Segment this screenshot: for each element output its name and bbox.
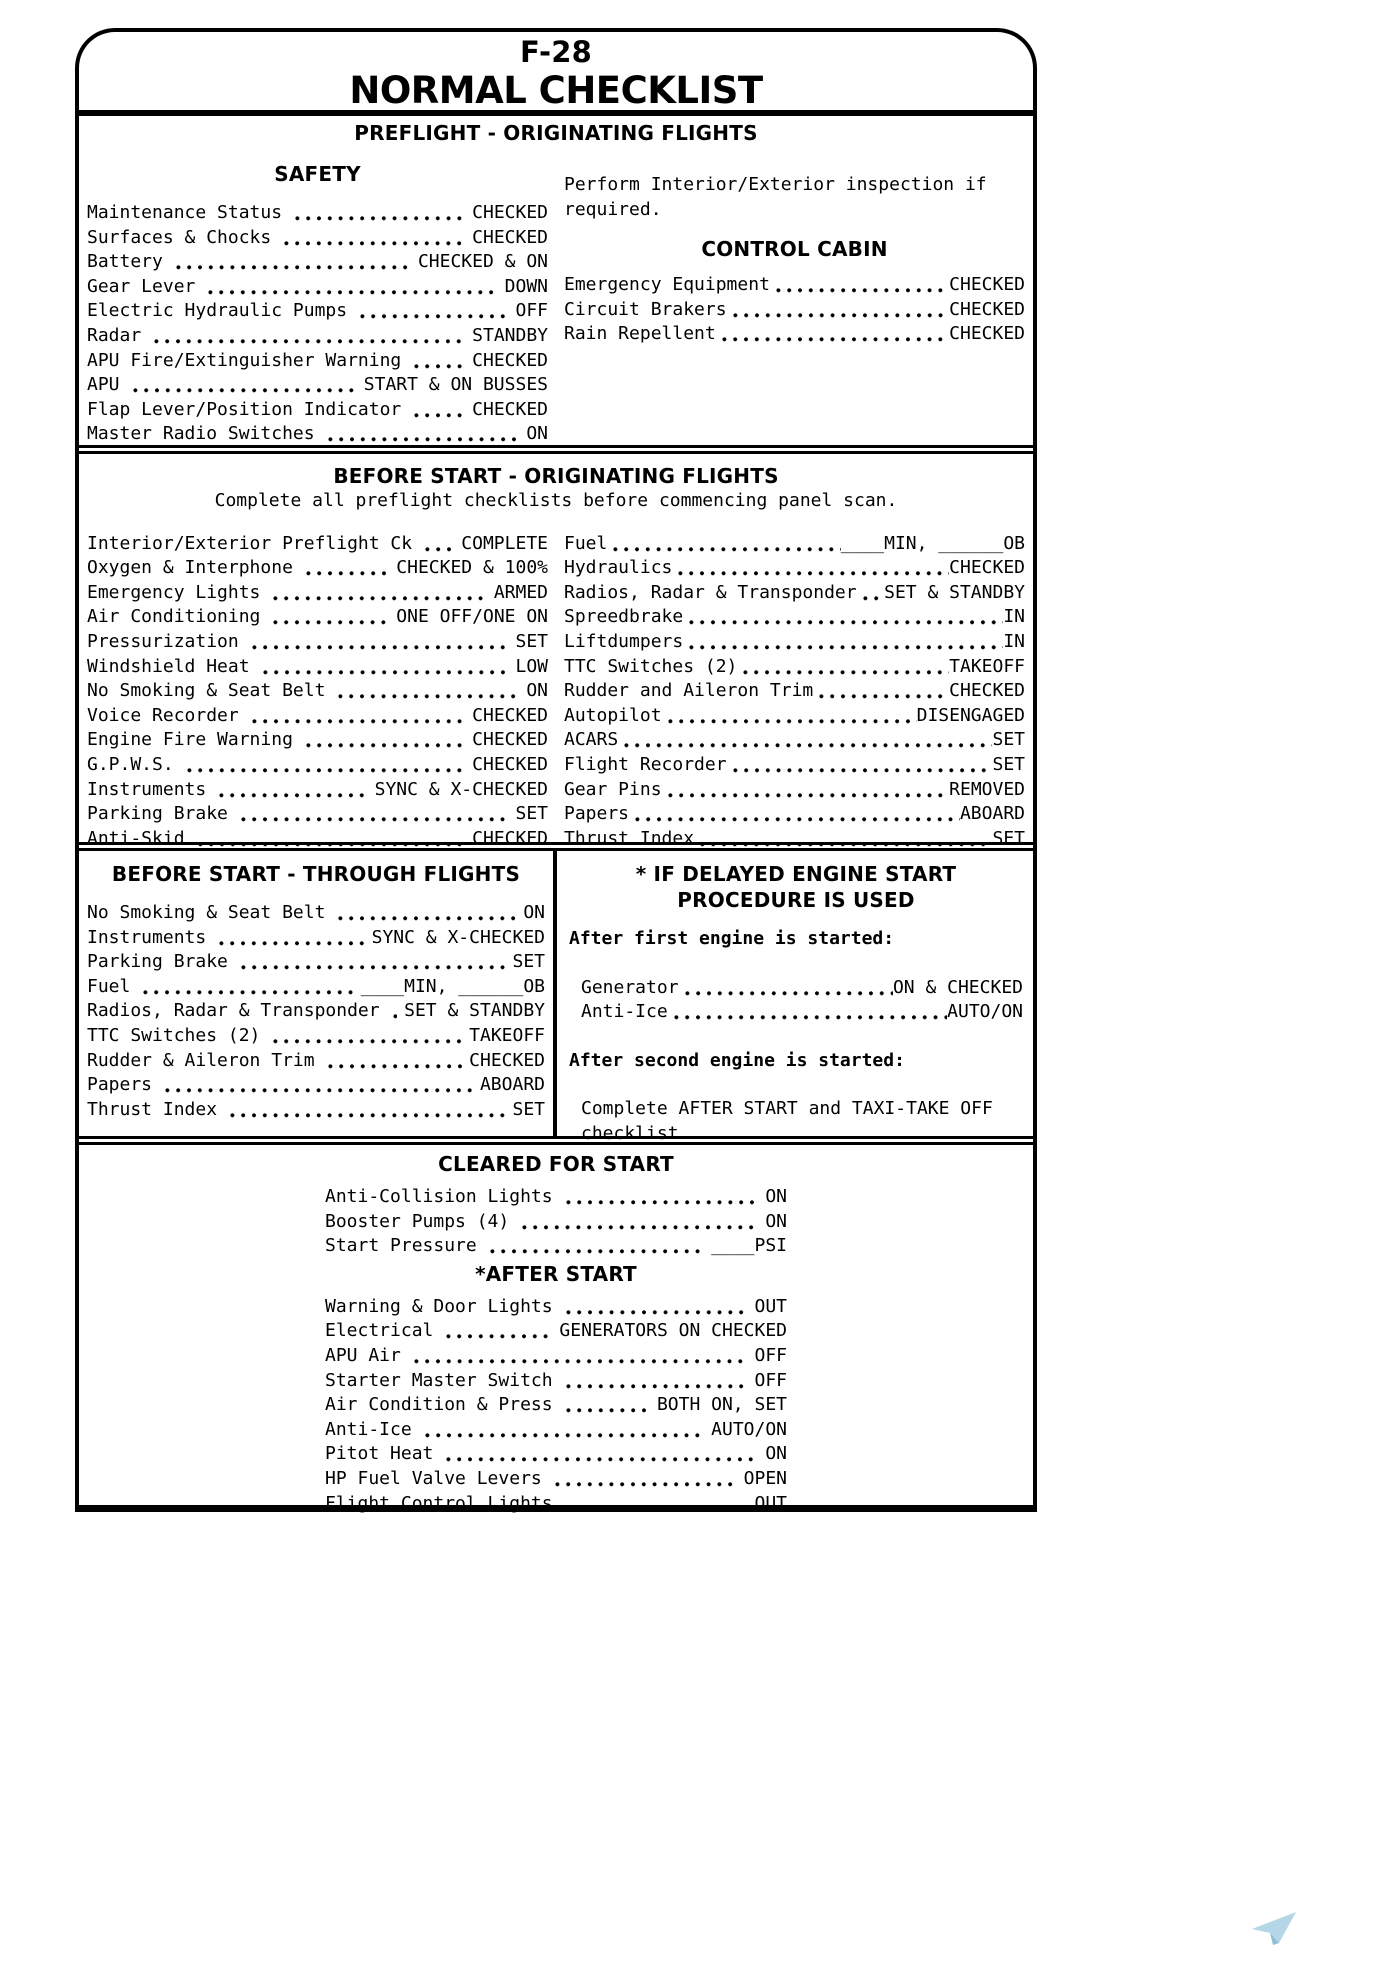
dot-leader [202,275,497,300]
item-value: OFF [754,1344,787,1366]
checklist-item [87,1073,545,1098]
item-value: OUT [754,1295,787,1317]
paper-plane-icon [1252,1912,1296,1948]
checklist-item [87,299,548,324]
before-start-right-checklist [564,532,1025,852]
item-value: TAKEOFF [949,655,1025,677]
dot-leader [560,1295,748,1320]
dot-leader [662,778,950,803]
delayed-start-title-line1: * IF DELAYED ENGINE START [635,862,957,886]
item-label: HP Fuel Valve Levers [325,1467,542,1489]
item-label: Radios, Radar & Transponder [564,581,857,603]
after-second-engine-heading: After second engine is started: [569,1049,905,1071]
item-value: IN [1003,630,1025,652]
item-value: ____PSI [711,1235,787,1257]
item-value: CHECKED [949,323,1025,345]
item-label: Papers [87,1074,153,1096]
cleared-for-start-checklist [325,1185,787,1259]
item-label: Parking Brake [87,803,228,825]
item-label: Anti-Skid [87,827,185,849]
item-value: BOTH ON, SET [656,1394,787,1416]
dot-leader [278,226,465,251]
item-label: Rudder and Aileron Trim [564,680,814,702]
dot-leader [549,1467,737,1492]
dot-leader [618,728,992,753]
dot-leader [408,349,465,374]
checklist-item [87,373,548,398]
dot-leader [127,373,357,398]
before-start-originating-title: BEFORE START - ORIGINATING FLIGHTS [333,464,779,488]
item-label: Fuel [87,975,131,997]
aircraft-code: F-28 [519,35,593,69]
item-value: ARMED [493,581,548,603]
checklist-item [325,1344,787,1369]
checklist-item [87,398,548,423]
item-label: Instruments [87,926,207,948]
item-label: Oxygen & Interphone [87,557,293,579]
item-value: ONE OFF/ONE ON [396,606,548,628]
dot-leader [737,655,949,680]
checklist-item [87,201,548,226]
checklist-item [87,950,545,975]
checklist-item [564,655,1025,680]
checklist-item [87,1098,545,1123]
item-label: Spreedbrake [564,606,684,628]
dot-leader [332,901,516,926]
dot-leader [322,422,520,447]
item-label: Rain Repellent [564,323,716,345]
checklist-item [87,975,545,1000]
dot-leader [560,1492,748,1517]
item-label: Parking Brake [87,951,228,973]
dot-leader [516,1210,758,1235]
dot-leader [560,1185,759,1210]
checklist-item [87,753,548,778]
dot-leader [289,201,465,226]
inspection-note: Perform Interior/Exterior inspection if required. [564,174,987,220]
checklist-item [564,581,1025,606]
item-label: Pressurization [87,630,239,652]
item-value: ON [526,423,548,445]
checklist-item [87,324,548,349]
item-value: SET [512,1098,545,1120]
item-label: Anti-Ice [581,1001,668,1023]
item-value: CHECKED [472,827,548,849]
checklist-item [564,605,1025,630]
dot-leader [170,250,411,275]
dot-leader [148,324,465,349]
dot-leader [716,322,949,347]
checklist-item [564,322,1025,347]
item-label: Starter Master Switch [325,1369,553,1391]
dot-leader [224,1098,505,1123]
checklist-item [87,679,548,704]
dot-leader [672,556,949,581]
item-label: Fuel [564,532,608,554]
dot-leader [267,605,389,630]
section-before-start-originating [79,454,1033,851]
safety-checklist [87,201,548,447]
dot-leader [629,802,960,827]
item-label: G.P.W.S. [87,753,174,775]
checklist-item [87,275,548,300]
item-value: TAKEOFF [469,1024,545,1046]
item-label: Warning & Door Lights [325,1295,553,1317]
item-value: CHECKED [949,274,1025,296]
item-value: CHECKED & ON [417,251,548,273]
dot-leader [387,999,398,1024]
item-label: Windshield Heat [87,655,250,677]
item-label: Start Pressure [325,1235,477,1257]
preflight-right-column [556,146,1033,447]
dot-leader [484,1234,704,1259]
checklist-item [87,605,548,630]
item-label: Liftdumpers [564,630,684,652]
item-label: Gear Pins [564,778,662,800]
item-label: TTC Switches (2) [87,1024,261,1046]
before-start-right-column [556,532,1033,852]
item-label: Thrust Index [87,1098,218,1120]
item-value: AUTO/ON [711,1418,787,1440]
item-value: CHECKED & 100% [396,557,548,579]
item-value: OPEN [743,1467,787,1489]
item-value: CHECKED [472,753,548,775]
item-value: CHECKED [472,349,548,371]
item-label: Thrust Index [564,827,695,849]
item-label: APU Air [325,1344,401,1366]
dot-leader [235,802,509,827]
item-value: OFF [754,1369,787,1391]
dot-leader [246,630,509,655]
item-value: OFF [515,300,548,322]
dot-leader [683,605,1003,630]
item-value: GENERATORS ON CHECKED [559,1320,787,1342]
item-value: SET & STANDBY [884,581,1025,603]
before-start-through-title: BEFORE START - THROUGH FLIGHTS [111,862,521,886]
item-value: CHECKED [472,398,548,420]
dot-leader [560,1369,748,1394]
item-label: Air Conditioning [87,606,261,628]
dot-leader [192,827,466,852]
item-value: CHECKED [472,704,548,726]
item-value: ON [765,1186,787,1207]
checklist-item [87,1049,545,1074]
checklist-item [325,1369,787,1394]
checklist-item [87,532,548,557]
section-preflight-title: PREFLIGHT - ORIGINATING FLIGHTS [354,121,758,145]
dot-leader [354,299,508,324]
checklist-item [564,728,1025,753]
checklist-item [87,999,545,1024]
dot-leader [679,976,893,1001]
item-value: STANDBY [472,324,548,346]
dot-leader [267,581,486,606]
checklist-item [87,422,548,447]
checklist-item [564,273,1025,298]
checklist-item [325,1295,787,1320]
item-value: OUT [754,1492,787,1514]
dot-leader [332,679,519,704]
cleared-for-start-title: CLEARED FOR START [438,1152,674,1176]
checklist-item [564,679,1025,704]
item-label: Maintenance Status [87,202,283,223]
checklist-item [325,1442,787,1467]
item-label: Booster Pumps (4) [325,1210,510,1232]
checklist-item [87,630,548,655]
item-label: ACARS [564,729,619,751]
item-value: SET [992,729,1025,751]
item-value: IN [1003,606,1025,628]
item-label: Autopilot [564,704,662,726]
dot-leader [181,753,465,778]
checklist-item [564,802,1025,827]
item-label: TTC Switches (2) [564,655,738,677]
item-label: Voice Recorder [87,704,239,726]
checklist-item [325,1418,787,1443]
dot-leader [440,1319,552,1344]
section-cleared-for-start [79,1145,1033,1514]
item-label: Gear Lever [87,275,196,297]
item-value: DISENGAGED [916,704,1025,726]
dot-leader [440,1442,758,1467]
item-value: ABOARD [479,1074,545,1096]
item-value: SET [512,951,545,973]
item-value: ON [765,1210,787,1232]
paper-plane-watermark [1252,1912,1296,1952]
dot-leader [727,298,950,323]
checklist-item [87,250,548,275]
item-label: Air Condition & Press [325,1394,553,1416]
dot-leader [727,753,993,778]
section-through-and-delayed [79,851,1033,1145]
checklist-item [87,704,548,729]
checklist-item [581,1000,1023,1025]
item-label: Circuit Brakers [564,298,727,320]
item-value: CHECKED [469,1049,545,1071]
item-label: Radios, Radar & Transponder [87,1000,380,1022]
item-value: SET [515,803,548,825]
sheet-header [79,32,1033,116]
control-cabin-checklist [564,273,1025,347]
item-label: Hydraulics [564,557,673,579]
dot-leader [662,704,917,729]
safety-heading: SAFETY [274,162,361,186]
checklist-item [87,901,545,926]
item-value: CHECKED [472,729,548,751]
dot-leader [694,827,992,852]
item-label: Flight Recorder [564,753,727,775]
checklist-item [87,556,548,581]
item-label: Anti-Collision Lights [325,1186,553,1207]
box-delayed-engine-start [557,851,1033,1144]
item-value: ____MIN, ______OB [360,975,545,997]
dot-leader [668,1000,947,1025]
dot-leader [267,1024,462,1049]
item-label: Battery [87,251,163,273]
checklist-item [564,630,1025,655]
checklist-item [564,298,1025,323]
dot-leader [257,655,509,680]
box-before-start-through [79,851,557,1136]
dot-leader [770,273,949,298]
dot-leader [560,1393,650,1418]
through-flights-checklist [87,901,545,1122]
delayed-start-checklist [569,976,1023,1025]
page-title: NORMAL CHECKLIST [349,69,763,112]
item-label: Emergency Equipment [564,274,770,296]
checklist-item [87,926,545,951]
checklist-item [87,802,548,827]
item-label: Master Radio Switches [87,423,315,445]
item-label: Electric Hydraulic Pumps [87,300,348,322]
item-value: COMPLETE [461,532,548,554]
item-label: Rudder & Aileron Trim [87,1049,315,1071]
after-start-title: *AFTER START [475,1261,637,1286]
item-value: ON [523,902,545,923]
item-value: SYNC & X-CHECKED [371,926,545,948]
item-value: CHECKED [949,680,1025,702]
checklist-item [87,349,548,374]
item-value: LOW [515,655,548,677]
dot-leader [683,630,1003,655]
item-value: ON [526,680,548,702]
checklist-item [564,556,1025,581]
checklist-item [564,704,1025,729]
item-value: SET [515,630,548,652]
item-value: DOWN [504,275,548,297]
item-value: CHECKED [949,298,1025,320]
dot-leader [419,1418,704,1443]
dot-leader [300,728,465,753]
item-label: Engine Fire Warning [87,729,293,751]
item-value: SET [992,753,1025,775]
item-label: Interior/Exterior Preflight Ck [87,532,413,554]
checklist-item [325,1393,787,1418]
dot-leader [235,950,506,975]
checklist-item [325,1492,787,1517]
item-label: Flight Control Lights [325,1492,553,1514]
dot-leader [213,778,367,803]
control-cabin-heading: CONTROL CABIN [701,237,888,262]
dot-leader [408,398,465,423]
preflight-left-column [79,146,556,447]
checklist-item [564,778,1025,803]
dot-leader [419,532,454,557]
dot-leader [300,556,389,581]
dot-leader [408,1344,748,1369]
item-value: ____MIN, ______OB [840,532,1025,554]
checklist-item [87,778,548,803]
item-label: Emergency Lights [87,581,261,603]
checklist-item [87,728,548,753]
item-label: Instruments [87,778,207,800]
item-value: AUTO/ON [947,1001,1023,1023]
checklist-item [325,1210,787,1235]
checklist-sheet [75,28,1037,1512]
after-first-engine-heading: After first engine is started: [569,928,895,949]
dot-leader [857,581,885,606]
item-label: Generator [581,976,679,998]
item-value: REMOVED [949,778,1025,800]
checklist-item [564,753,1025,778]
item-value: SET [992,827,1025,849]
checklist-item [581,976,1023,1001]
before-start-subtitle: Complete all preflight checklists before commencing panel scan. [214,490,898,511]
dot-leader [246,704,465,729]
item-value: CHECKED [472,226,548,248]
item-label: APU [87,374,120,396]
item-label: Electrical [325,1320,434,1342]
item-label: Surfaces & Chocks [87,226,272,248]
item-label: Anti-Ice [325,1418,412,1440]
dot-leader [813,679,949,704]
item-label: No Smoking & Seat Belt [87,902,326,923]
item-value: ON [765,1443,787,1465]
item-label: Flap Lever/Position Indicator [87,398,402,420]
section-preflight [79,116,1033,454]
item-value: CHECKED [472,202,548,223]
checklist-item [564,532,1025,557]
after-start-checklist [325,1295,787,1516]
checklist-item [87,827,548,852]
item-label: Papers [564,803,630,825]
dot-leader [322,1049,463,1074]
checklist-item [87,655,548,680]
dot-leader [137,975,353,1000]
dot-leader [607,532,840,557]
item-value: CHECKED [949,557,1025,579]
delayed-start-title-line2: PROCEDURE IS USED [677,888,915,912]
checklist-item [87,581,548,606]
checklist-item [325,1185,787,1210]
item-label: APU Fire/Extinguisher Warning [87,349,402,371]
checklist-item [325,1467,787,1492]
item-value: ON & CHECKED [892,976,1023,998]
dot-leader [159,1073,473,1098]
item-value: START & ON BUSSES [363,374,548,396]
checklist-item [87,1024,545,1049]
item-value: SET & STANDBY [404,1000,545,1022]
item-value: SYNC & X-CHECKED [374,778,548,800]
item-label: Radar [87,324,142,346]
checklist-item [87,226,548,251]
checklist-item [325,1234,787,1259]
before-start-left-checklist [87,532,548,852]
item-label: No Smoking & Seat Belt [87,680,326,702]
dot-leader [213,926,364,951]
checklist-item [564,827,1025,852]
item-label: Pitot Heat [325,1443,434,1465]
delayed-start-note: Complete AFTER START and TAXI-TAKE OFF checklist. [581,1098,993,1144]
item-value: ABOARD [959,803,1025,825]
checklist-item [325,1319,787,1344]
before-start-left-column [79,532,556,852]
